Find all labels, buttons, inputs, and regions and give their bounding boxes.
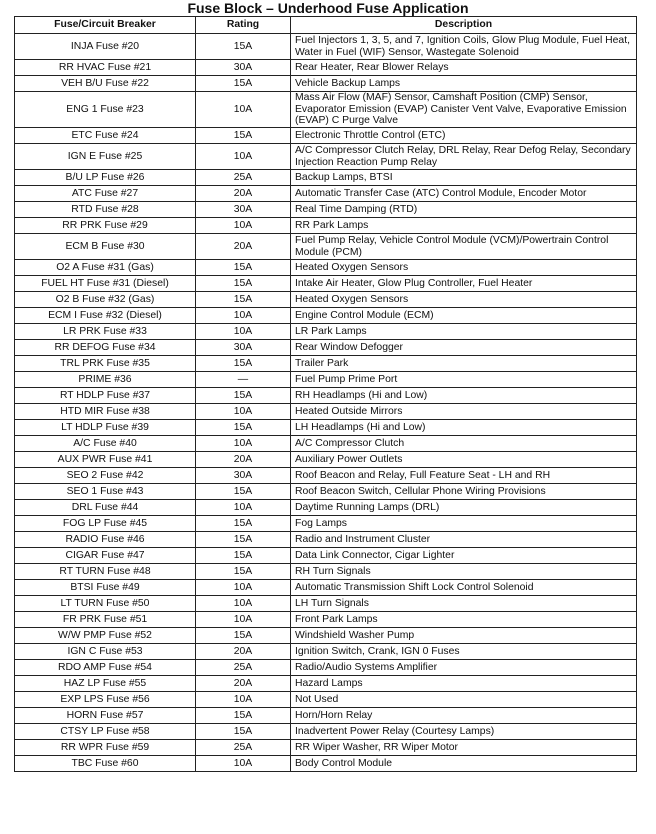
rating-cell: 10A [196,92,291,128]
table-row [15,708,637,724]
fuse-name-cell: EXP LPS Fuse #56 [15,692,196,708]
page-title: Fuse Block – Underhood Fuse Application [187,0,469,16]
description-cell: Windshield Washer Pump [291,628,637,644]
table-row [15,324,637,340]
rating-cell: 10A [196,436,291,452]
description-cell: Fuel Pump Relay, Vehicle Control Module (VCM)/Powertrain Control Module (PCM) [291,234,637,260]
description-cell: Horn/Horn Relay [291,708,637,724]
table-row [15,34,637,60]
description-cell: LH Turn Signals [291,596,637,612]
fuse-name-cell: LT TURN Fuse #50 [15,596,196,612]
rating-cell: 15A [196,724,291,740]
fuse-name-cell: A/C Fuse #40 [15,436,196,452]
table-row [15,420,637,436]
rating-cell: 20A [196,676,291,692]
column-header-rating: Rating [196,17,291,34]
rating-cell: 10A [196,404,291,420]
table-row [15,452,637,468]
fuse-name-cell: INJA Fuse #20 [15,34,196,60]
description-cell: RR Park Lamps [291,218,637,234]
description-cell: Automatic Transmission Shift Lock Control Solenoid [291,580,637,596]
description-cell: Body Control Module [291,756,637,772]
rating-cell: 30A [196,468,291,484]
description-cell: Fuel Pump Prime Port [291,372,637,388]
description-cell: Fog Lamps [291,516,637,532]
rating-cell: 20A [196,186,291,202]
fuse-name-cell: RT TURN Fuse #48 [15,564,196,580]
fuse-name-cell: RADIO Fuse #46 [15,532,196,548]
rating-cell: 15A [196,76,291,92]
fuse-name-cell: O2 B Fuse #32 (Gas) [15,292,196,308]
fuse-name-cell: TBC Fuse #60 [15,756,196,772]
fuse-name-cell: HTD MIR Fuse #38 [15,404,196,420]
description-cell: Auxiliary Power Outlets [291,452,637,468]
table-row [15,60,637,76]
table-row [15,564,637,580]
rating-cell: 15A [196,516,291,532]
table-row [15,144,637,170]
fuse-name-cell: FR PRK Fuse #51 [15,612,196,628]
description-cell: A/C Compressor Clutch Relay, DRL Relay, Rear Defog Relay, Secondary Injection Reaction Pump Relay [291,144,637,170]
table-body [15,34,637,772]
table-row [15,218,637,234]
fuse-name-cell: SEO 1 Fuse #43 [15,484,196,500]
description-cell: Radio and Instrument Cluster [291,532,637,548]
table-row [15,260,637,276]
description-cell: Daytime Running Lamps (DRL) [291,500,637,516]
rating-cell: 10A [196,218,291,234]
rating-cell: 15A [196,548,291,564]
rating-cell: 20A [196,452,291,468]
fuse-name-cell: IGN C Fuse #53 [15,644,196,660]
fuse-name-cell: ECM B Fuse #30 [15,234,196,260]
table-row [15,372,637,388]
fuse-name-cell: W/W PMP Fuse #52 [15,628,196,644]
description-cell: Radio/Audio Systems Amplifier [291,660,637,676]
fuse-name-cell: LR PRK Fuse #33 [15,324,196,340]
table-row [15,388,637,404]
rating-cell: 15A [196,34,291,60]
fuse-name-cell: CTSY LP Fuse #58 [15,724,196,740]
description-cell: RH Headlamps (Hi and Low) [291,388,637,404]
rating-cell: 15A [196,708,291,724]
table-row [15,740,637,756]
table-row [15,724,637,740]
rating-cell: 15A [196,628,291,644]
fuse-name-cell: RR HVAC Fuse #21 [15,60,196,76]
fuse-name-cell: RTD Fuse #28 [15,202,196,218]
rating-cell: 10A [196,612,291,628]
table-row [15,548,637,564]
description-cell: Heated Oxygen Sensors [291,260,637,276]
rating-cell: 15A [196,260,291,276]
fuse-name-cell: BTSI Fuse #49 [15,580,196,596]
description-cell: Front Park Lamps [291,612,637,628]
fuse-name-cell: ENG 1 Fuse #23 [15,92,196,128]
description-cell: Rear Window Defogger [291,340,637,356]
fuse-table [14,16,637,772]
table-row [15,76,637,92]
rating-cell: 10A [196,756,291,772]
fuse-name-cell: RR PRK Fuse #29 [15,218,196,234]
fuse-name-cell: ATC Fuse #27 [15,186,196,202]
fuse-name-cell: VEH B/U Fuse #22 [15,76,196,92]
column-header-fuse: Fuse/Circuit Breaker [15,17,196,34]
rating-cell: 10A [196,692,291,708]
description-cell: Mass Air Flow (MAF) Sensor, Camshaft Position (CMP) Sensor, Evaporator Emission (EVAP) Canister Vent Valve, Evaporative Emission (EVAP) C Purge Valve [291,92,637,128]
description-cell: Engine Control Module (ECM) [291,308,637,324]
table-row [15,276,637,292]
description-cell: Heated Outside Mirrors [291,404,637,420]
rating-cell: 15A [196,276,291,292]
rating-cell: 30A [196,60,291,76]
rating-cell: 15A [196,292,291,308]
rating-cell: 15A [196,388,291,404]
fuse-name-cell: RDO AMP Fuse #54 [15,660,196,676]
description-cell: Vehicle Backup Lamps [291,76,637,92]
table-row [15,580,637,596]
table-row [15,128,637,144]
fuse-name-cell: AUX PWR Fuse #41 [15,452,196,468]
description-cell: Roof Beacon and Relay, Full Feature Seat - LH and RH [291,468,637,484]
description-cell: RH Turn Signals [291,564,637,580]
rating-cell: 10A [196,580,291,596]
table-row [15,516,637,532]
rating-cell: 30A [196,202,291,218]
table-row [15,532,637,548]
table-row [15,234,637,260]
description-cell: Inadvertent Power Relay (Courtesy Lamps) [291,724,637,740]
table-row [15,756,637,772]
table-row [15,308,637,324]
rating-cell: 15A [196,128,291,144]
description-cell: LH Headlamps (Hi and Low) [291,420,637,436]
fuse-name-cell: ETC Fuse #24 [15,128,196,144]
description-cell: Automatic Transfer Case (ATC) Control Module, Encoder Motor [291,186,637,202]
fuse-name-cell: ECM I Fuse #32 (Diesel) [15,308,196,324]
description-cell: Heated Oxygen Sensors [291,292,637,308]
description-cell: Electronic Throttle Control (ETC) [291,128,637,144]
description-cell: Ignition Switch, Crank, IGN 0 Fuses [291,644,637,660]
table-row [15,436,637,452]
fuse-name-cell: IGN E Fuse #25 [15,144,196,170]
fuse-name-cell: FUEL HT Fuse #31 (Diesel) [15,276,196,292]
fuse-name-cell: RR WPR Fuse #59 [15,740,196,756]
fuse-name-cell: B/U LP Fuse #26 [15,170,196,186]
description-cell: Roof Beacon Switch, Cellular Phone Wiring Provisions [291,484,637,500]
rating-cell: 10A [196,596,291,612]
description-cell: Not Used [291,692,637,708]
table-row [15,692,637,708]
fuse-name-cell: CIGAR Fuse #47 [15,548,196,564]
table-row [15,676,637,692]
fuse-name-cell: DRL Fuse #44 [15,500,196,516]
rating-cell: 15A [196,564,291,580]
rating-cell: 25A [196,740,291,756]
table-row [15,404,637,420]
table-row [15,468,637,484]
rating-cell: 25A [196,660,291,676]
table-row [15,644,637,660]
rating-cell: 20A [196,644,291,660]
rating-cell: 15A [196,532,291,548]
fuse-name-cell: PRIME #36 [15,372,196,388]
table-row [15,628,637,644]
rating-cell: 10A [196,308,291,324]
fuse-name-cell: HORN Fuse #57 [15,708,196,724]
description-cell: Data Link Connector, Cigar Lighter [291,548,637,564]
fuse-name-cell: LT HDLP Fuse #39 [15,420,196,436]
rating-cell: 10A [196,324,291,340]
description-cell: Real Time Damping (RTD) [291,202,637,218]
fuse-name-cell: RT HDLP Fuse #37 [15,388,196,404]
fuse-name-cell: RR DEFOG Fuse #34 [15,340,196,356]
column-header-description: Description [291,17,637,34]
rating-cell: 15A [196,484,291,500]
table-row [15,292,637,308]
table-row [15,356,637,372]
description-cell: A/C Compressor Clutch [291,436,637,452]
table-header [15,17,637,34]
description-cell: Rear Heater, Rear Blower Relays [291,60,637,76]
rating-cell: 15A [196,420,291,436]
description-cell: Backup Lamps, BTSI [291,170,637,186]
fuse-name-cell: SEO 2 Fuse #42 [15,468,196,484]
rating-cell: 20A [196,234,291,260]
fuse-name-cell: O2 A Fuse #31 (Gas) [15,260,196,276]
table-row [15,500,637,516]
table-row [15,170,637,186]
description-cell: Trailer Park [291,356,637,372]
description-cell: RR Wiper Washer, RR Wiper Motor [291,740,637,756]
table-row [15,340,637,356]
rating-cell: 30A [196,340,291,356]
description-cell: Fuel Injectors 1, 3, 5, and 7, Ignition Coils, Glow Plug Module, Fuel Heat, Water in Fuel (WIF) Sensor, Wastegate Solenoid [291,34,637,60]
table-row [15,92,637,128]
description-cell: Hazard Lamps [291,676,637,692]
rating-cell: 15A [196,356,291,372]
rating-cell: 10A [196,144,291,170]
fuse-name-cell: FOG LP Fuse #45 [15,516,196,532]
rating-cell: 25A [196,170,291,186]
rating-cell: — [196,372,291,388]
table-row [15,660,637,676]
description-cell: LR Park Lamps [291,324,637,340]
fuse-name-cell: HAZ LP Fuse #55 [15,676,196,692]
table-row [15,612,637,628]
table-row [15,202,637,218]
rating-cell: 10A [196,500,291,516]
table-row [15,484,637,500]
fuse-name-cell: TRL PRK Fuse #35 [15,356,196,372]
description-cell: Intake Air Heater, Glow Plug Controller, Fuel Heater [291,276,637,292]
table-row [15,186,637,202]
table-row [15,596,637,612]
